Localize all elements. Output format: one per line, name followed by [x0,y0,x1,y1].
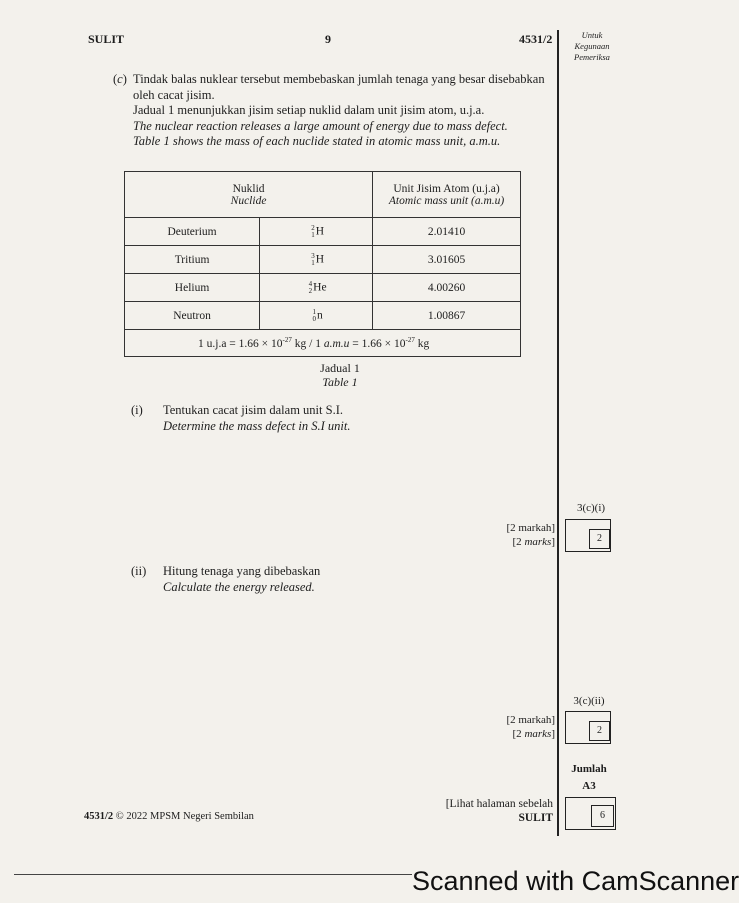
nuclide-header-english: Nuclide [230,194,267,207]
page-number: 9 [325,32,331,46]
total-label [563,761,615,795]
part-i-malay: Tentukan cacat jisim dalam unit S.I. [163,403,343,417]
see-next-page: [Lihat halaman sebelah [445,798,553,810]
part-ii-question [163,564,320,595]
nuclide-mass-value: 4.00260 [373,274,521,302]
nuclide-name: Helium [125,274,260,302]
caption-english: Table 1 [322,375,358,389]
nuclide-symbol: 4 2He [260,274,373,302]
part-ii-marks-english: [2 marks] [512,728,555,740]
table-row [125,246,521,274]
part-ii-label: (ii) [131,564,147,578]
part-i-max-marks: 2 [589,529,610,549]
header-sulit: SULIT [88,32,125,46]
footer-right [420,797,553,825]
question-malay-line3: Jadual 1 menunjukkan jisim setiap nuklid dalam unit jisim atom, u.j.a. [133,103,485,117]
mass-header-english: Atomic mass unit (a.m.u) [388,194,505,207]
nuclide-header [125,172,373,218]
total-max-marks: 6 [591,805,614,827]
part-i-answer-area[interactable] [163,440,543,510]
nuclide-symbol: 3 1H [260,246,373,274]
nuclide-symbol: 2 1H [260,218,373,246]
examiner-use-line1: Untuk [581,30,603,40]
part-i-question [163,403,350,434]
nuclide-mass-value: 1.00867 [373,302,521,330]
part-ii-english: Calculate the energy released. [163,579,315,594]
examiner-use-line3: Pemeriksa [574,52,610,62]
footer-copyright: 4531/2 © 2022 MPSM Negeri Sembilan [84,811,254,822]
conversion-row [125,330,521,357]
scan-edge-line [14,874,412,875]
part-ii-max-marks: 2 [589,721,610,741]
table-header-row [125,172,521,218]
nuclide-name: Neutron [125,302,260,330]
margin-divider [557,30,559,836]
question-label: (c) [113,72,127,86]
part-i-ref: 3(c)(i) [576,502,606,514]
nuclide-mass-table [124,171,521,357]
mass-header-malay: Unit Jisim Atom (u.j.a) [393,182,500,195]
part-ii-ref: 3(c)(ii) [573,695,605,707]
nuclide-mass-value: 3.01605 [373,246,521,274]
paper-code: 4531/2 [519,32,553,46]
part-ii-marks-malay: [2 markah] [506,714,555,726]
examiner-use-line2: Kegunaan [574,41,610,51]
table-row [125,302,521,330]
conversion-note: 1 $u.j.a = 1.66 \times 10^{-27}$ kg / 1 $a.m.u = 1.66 \times 10^{-27}$ kg [125,330,521,357]
total-section: A3 [582,780,596,792]
part-ii-marks [470,713,555,741]
part-i-english: Determine the mass defect in S.I unit. [163,418,351,433]
part-i-marks-english: [2 marks] [512,536,555,548]
nuclide-mass-value: 2.01410 [373,218,521,246]
nuclide-header-malay: Nuklid [232,182,265,195]
total-label-text: Jumlah [571,763,607,775]
question-malay-line2: oleh cacat jisim. [133,87,215,102]
table-row [125,274,521,302]
part-i-label: (i) [131,403,143,417]
part-ii-malay: Hitung tenaga yang dibebaskan [163,564,321,578]
question-english-line1: The nuclear reaction releases a large amount of energy due to mass defect. [133,118,508,133]
question-malay-line1: Tindak balas nuklear tersebut membebaskan jumlah tenaga yang besar disebabkan [133,72,545,86]
nuclide-name: Deuterium [125,218,260,246]
examiner-use-heading [561,30,623,63]
footer-sulit: SULIT [518,812,553,824]
part-i-marks [470,521,555,549]
scanner-watermark: Scanned with CamScanner [412,866,739,896]
part-ii-answer-area[interactable] [163,600,543,700]
part-i-marks-malay: [2 markah] [506,522,555,534]
nuclide-name: Tritium [125,246,260,274]
mass-header [373,172,521,218]
table-caption [300,361,380,389]
caption-malay: Jadual 1 [320,361,360,375]
question-english-line2: Table 1 shows the mass of each nuclide stated in atomic mass unit, a.m.u. [133,134,501,148]
nuclide-symbol: 1 0n [260,302,373,330]
table-row [125,218,521,246]
question-text [133,72,558,150]
